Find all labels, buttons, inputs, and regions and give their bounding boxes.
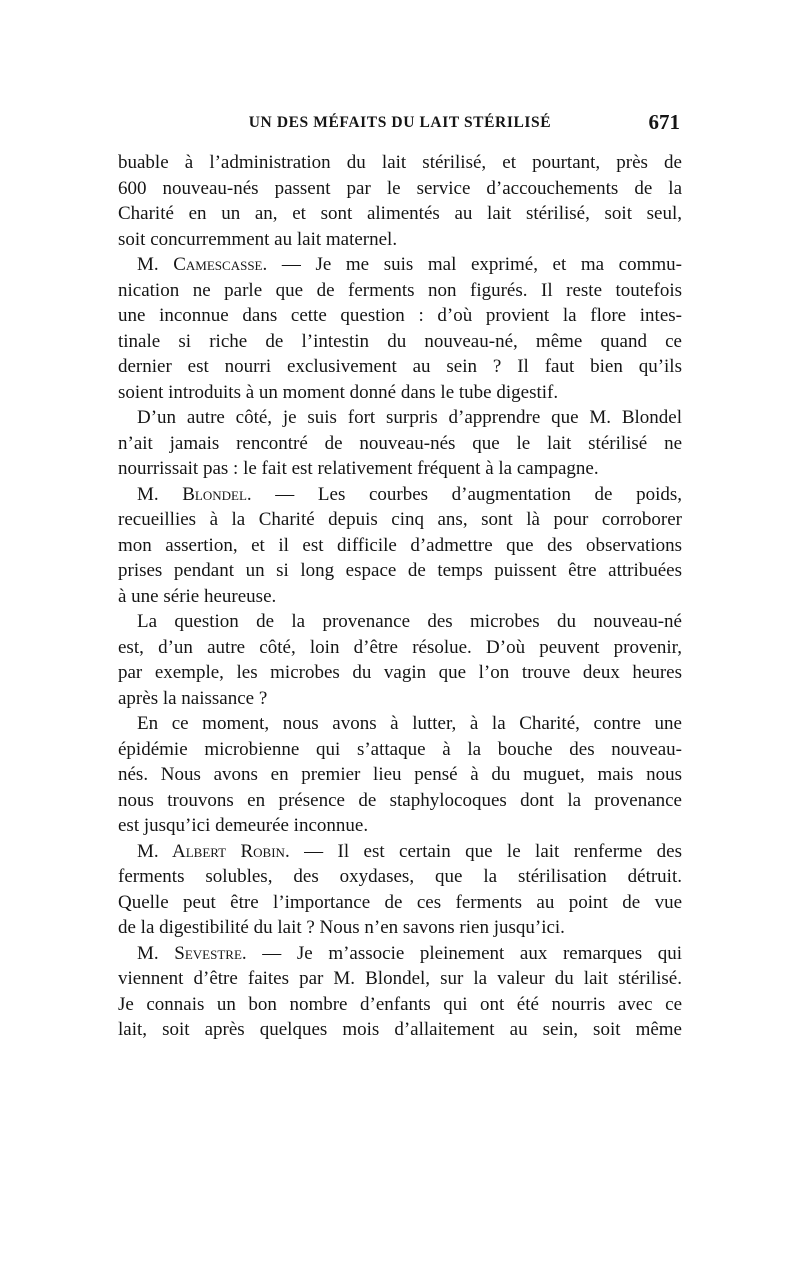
text-line: viennent d’être faites par M. Blondel, sur la valeur du lait stérilisé.: [118, 968, 682, 989]
text-line: nous trouvons en présence de staphylocoques dont la provenance: [118, 789, 682, 811]
paragraph: [118, 711, 682, 839]
text-line: recueillies à la Charité depuis cinq ans, sont là pour corroborer: [118, 509, 682, 530]
text-line: soit concurremment au lait maternel.: [118, 228, 398, 250]
text-line: dernier est nourri exclusivement au sein ? Il faut bien qu’ils: [118, 356, 682, 377]
paragraph-blondel: [118, 482, 682, 610]
running-title: UN DES MÉFAITS DU LAIT STÉRILISÉ: [248, 114, 552, 131]
text-line: est, d’un autre côté, loin d’être résolue. D’où peuvent provenir,: [118, 636, 682, 658]
text-line: à une série heureuse.: [118, 585, 277, 607]
text-line: buable à l’administration du lait stérilisé, et pourtant, près de: [118, 152, 682, 173]
page-number: 671: [648, 110, 680, 134]
speaker-name: M. Albert Robin.: [137, 840, 290, 862]
text-line: M. Albert Robin. — Il est certain que le lait renferme des: [137, 840, 682, 862]
text-line: prises pendant un si long espace de temps puissent être attribuées: [118, 560, 682, 581]
text-line: n’ait jamais rencontré de nouveau-nés que le lait stérilisé ne: [118, 432, 682, 454]
paragraph: [118, 405, 682, 482]
text-line: après la naissance ?: [118, 687, 268, 709]
text-line: M. Blondel. — Les courbes d’augmentation de poids,: [137, 483, 682, 505]
paragraph-camescasse: [118, 252, 682, 405]
text-line: Je connais un bon nombre d’enfants qui ont été nourris avec ce: [118, 993, 682, 1015]
text-line: Quelle peut être l’importance de ces ferments au point de vue: [118, 891, 682, 913]
paragraph-sevestre: [118, 941, 682, 1043]
paragraph-albert-robin: [118, 839, 682, 941]
running-head: [118, 110, 682, 136]
paragraph: [118, 150, 682, 252]
text-line: nés. Nous avons en premier lieu pensé à du muguet, mais nous: [118, 764, 682, 785]
text-line: 600 nouveau-nés passent par le service d’accouchements de la: [118, 177, 682, 199]
text-line: M. Camescasse. — Je me suis mal exprimé, et ma commu-: [137, 254, 682, 275]
text-line: soient introduits à un moment donné dans le tube digestif.: [118, 381, 559, 403]
text-line: une inconnue dans cette question : d’où provient la flore intes-: [118, 305, 682, 326]
text-line: La question de la provenance des microbes du nouveau-né: [137, 611, 682, 632]
text-line: Charité en un an, et sont alimentés au lait stérilisé, soit seul,: [118, 203, 682, 224]
text-line: ferments solubles, des oxydases, que la stérilisation détruit.: [118, 866, 682, 887]
text-line: est jusqu’ici demeurée inconnue.: [118, 815, 369, 836]
paragraph: [118, 609, 682, 711]
text-line: M. Sevestre. — Je m’associe pleinement aux remarques qui: [137, 942, 682, 964]
text-line: D’un autre côté, je suis fort surpris d’apprendre que M. Blondel: [137, 407, 682, 428]
text-line: nication ne parle que de ferments non figurés. Il reste toutefois: [118, 279, 682, 301]
speaker-name: M. Blondel.: [137, 483, 252, 505]
text-line: tinale si riche de l’intestin du nouveau-né, même quand ce: [118, 330, 682, 352]
text-line: épidémie microbienne qui s’attaque à la bouche des nouveau-: [118, 738, 682, 760]
text-line: nourrissait pas : le fait est relativement fréquent à la campagne.: [118, 458, 599, 479]
text-line: par exemple, les microbes du vagin que l’on trouve deux heures: [118, 662, 682, 683]
speaker-name: M. Sevestre.: [137, 942, 247, 964]
text-line: lait, soit après quelques mois d’allaitement au sein, soit même: [118, 1019, 682, 1040]
text-line: En ce moment, nous avons à lutter, à la Charité, contre une: [137, 713, 682, 734]
body-text: [118, 150, 682, 1043]
text-line: de la digestibilité du lait ? Nous n’en savons rien jusqu’ici.: [118, 917, 565, 938]
speaker-name: M. Camescasse.: [137, 254, 268, 275]
text-line: mon assertion, et il est difficile d’admettre que des observations: [118, 534, 682, 556]
